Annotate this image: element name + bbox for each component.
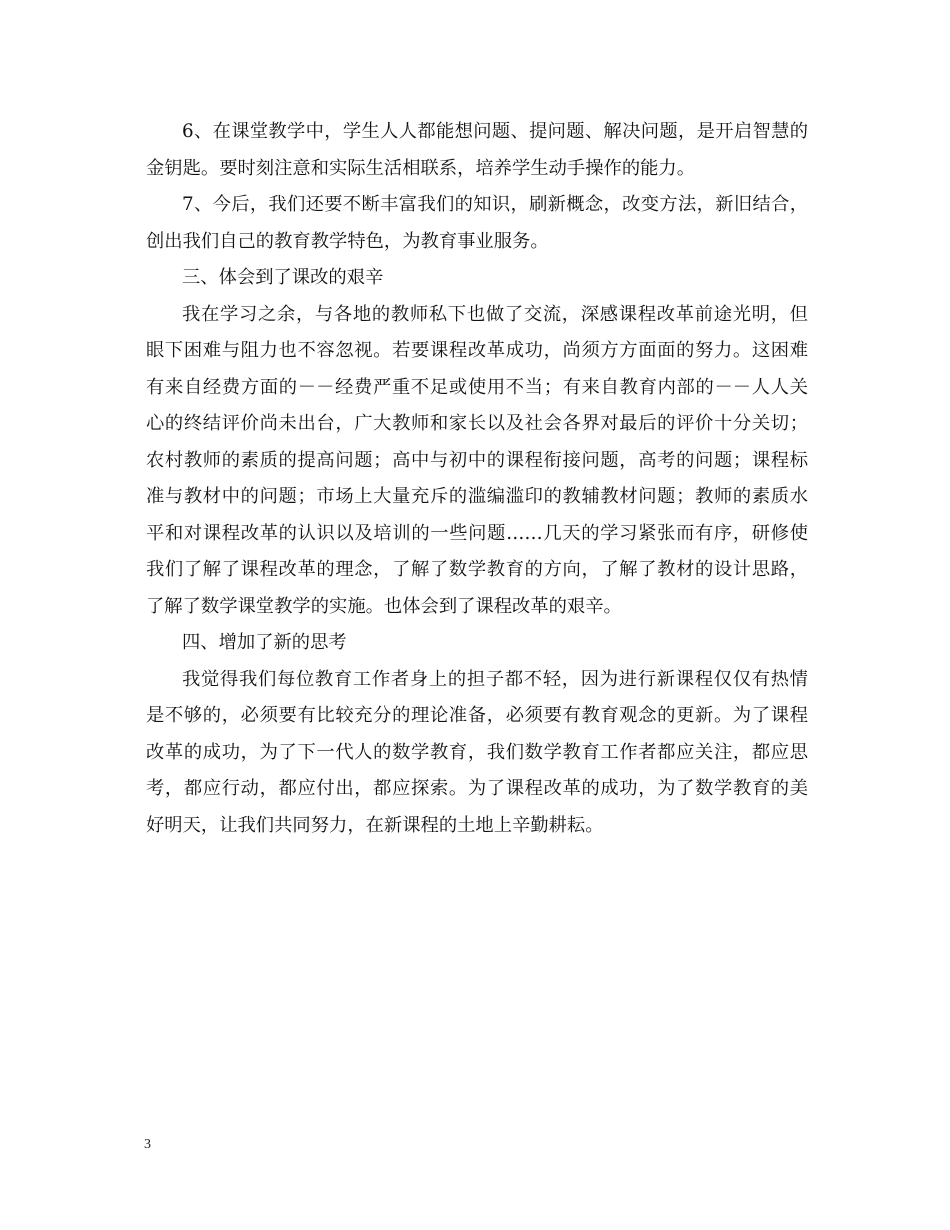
section-3-paragraph-line-7: 平和对课程改革的认识以及培训的一些问题……几天的学习紧张而有序，研修使: [146, 522, 808, 544]
section-4-paragraph-line-1: 我觉得我们每位教育工作者身上的担子都不轻，因为进行新课程仅仅有热情: [182, 668, 808, 690]
section-4-paragraph-line-3: 改革的成功，为了下一代人的数学教育，我们数学教育工作者都应关注，都应思: [146, 741, 808, 763]
section-3-paragraph-line-2: 眼下困难与阻力也不容忽视。若要课程改革成功，尚须方方面面的努力。这困难: [146, 340, 808, 361]
section-3-paragraph-line-9: 了解了数学课堂教学的实施。也体会到了课程改革的艰辛。: [146, 595, 622, 617]
section-3-paragraph-line-6: 准与教材中的问题；市场上大量充斥的滥编滥印的教辅教材问题；教师的素质水: [146, 486, 808, 507]
section-heading-4: 四、增加了新的思考: [182, 632, 347, 653]
section-3-paragraph-line-5: 农村教师的素质的提高问题；高中与初中的课程衔接问题，高考的问题；课程标: [146, 449, 808, 471]
paragraph-6-line-1: 6、在课堂教学中，学生人人都能想问题、提问题、解决问题，是开启智慧的: [182, 121, 808, 142]
paragraph-7-line-1: 7、今后，我们还要不断丰富我们的知识，刷新概念，改变方法，新旧结合，: [182, 194, 808, 215]
section-3-paragraph-line-3: 有来自经费方面的－－经费严重不足或使用不当；有来自教育内部的－－人人关: [146, 376, 808, 398]
section-4-paragraph-line-5: 好明天，让我们共同努力，在新课程的土地上辛勤耕耘。: [146, 814, 604, 836]
section-heading-3: 三、体会到了课改的艰辛: [182, 267, 384, 288]
page-number: 3: [144, 1137, 151, 1152]
section-3-paragraph-line-8: 我们了解了课程改革的理念，了解了数学教育的方向，了解了教材的设计思路，: [146, 559, 808, 580]
section-4-paragraph-line-2: 是不够的，必须要有比较充分的理论准备，必须要有教育观念的更新。为了课程: [146, 705, 808, 726]
paragraph-6-line-2: 金钥匙。要时刻注意和实际生活相联系，培养学生动手操作的能力。: [146, 157, 696, 179]
document-body: [146, 114, 808, 844]
paragraph-7-line-2: 创出我们自己的教育教学特色，为教育事业服务。: [146, 230, 549, 252]
section-3-paragraph-line-1: 我在学习之余，与各地的教师私下也做了交流，深感课程改革前途光明，但: [182, 303, 808, 325]
section-3-paragraph-line-4: 心的终结评价尚未出台，广大教师和家长以及社会各界对最后的评价十分关切；: [146, 413, 808, 434]
section-4-paragraph-line-4: 考，都应行动，都应付出，都应探索。为了课程改革的成功，为了数学教育的美: [146, 778, 808, 799]
